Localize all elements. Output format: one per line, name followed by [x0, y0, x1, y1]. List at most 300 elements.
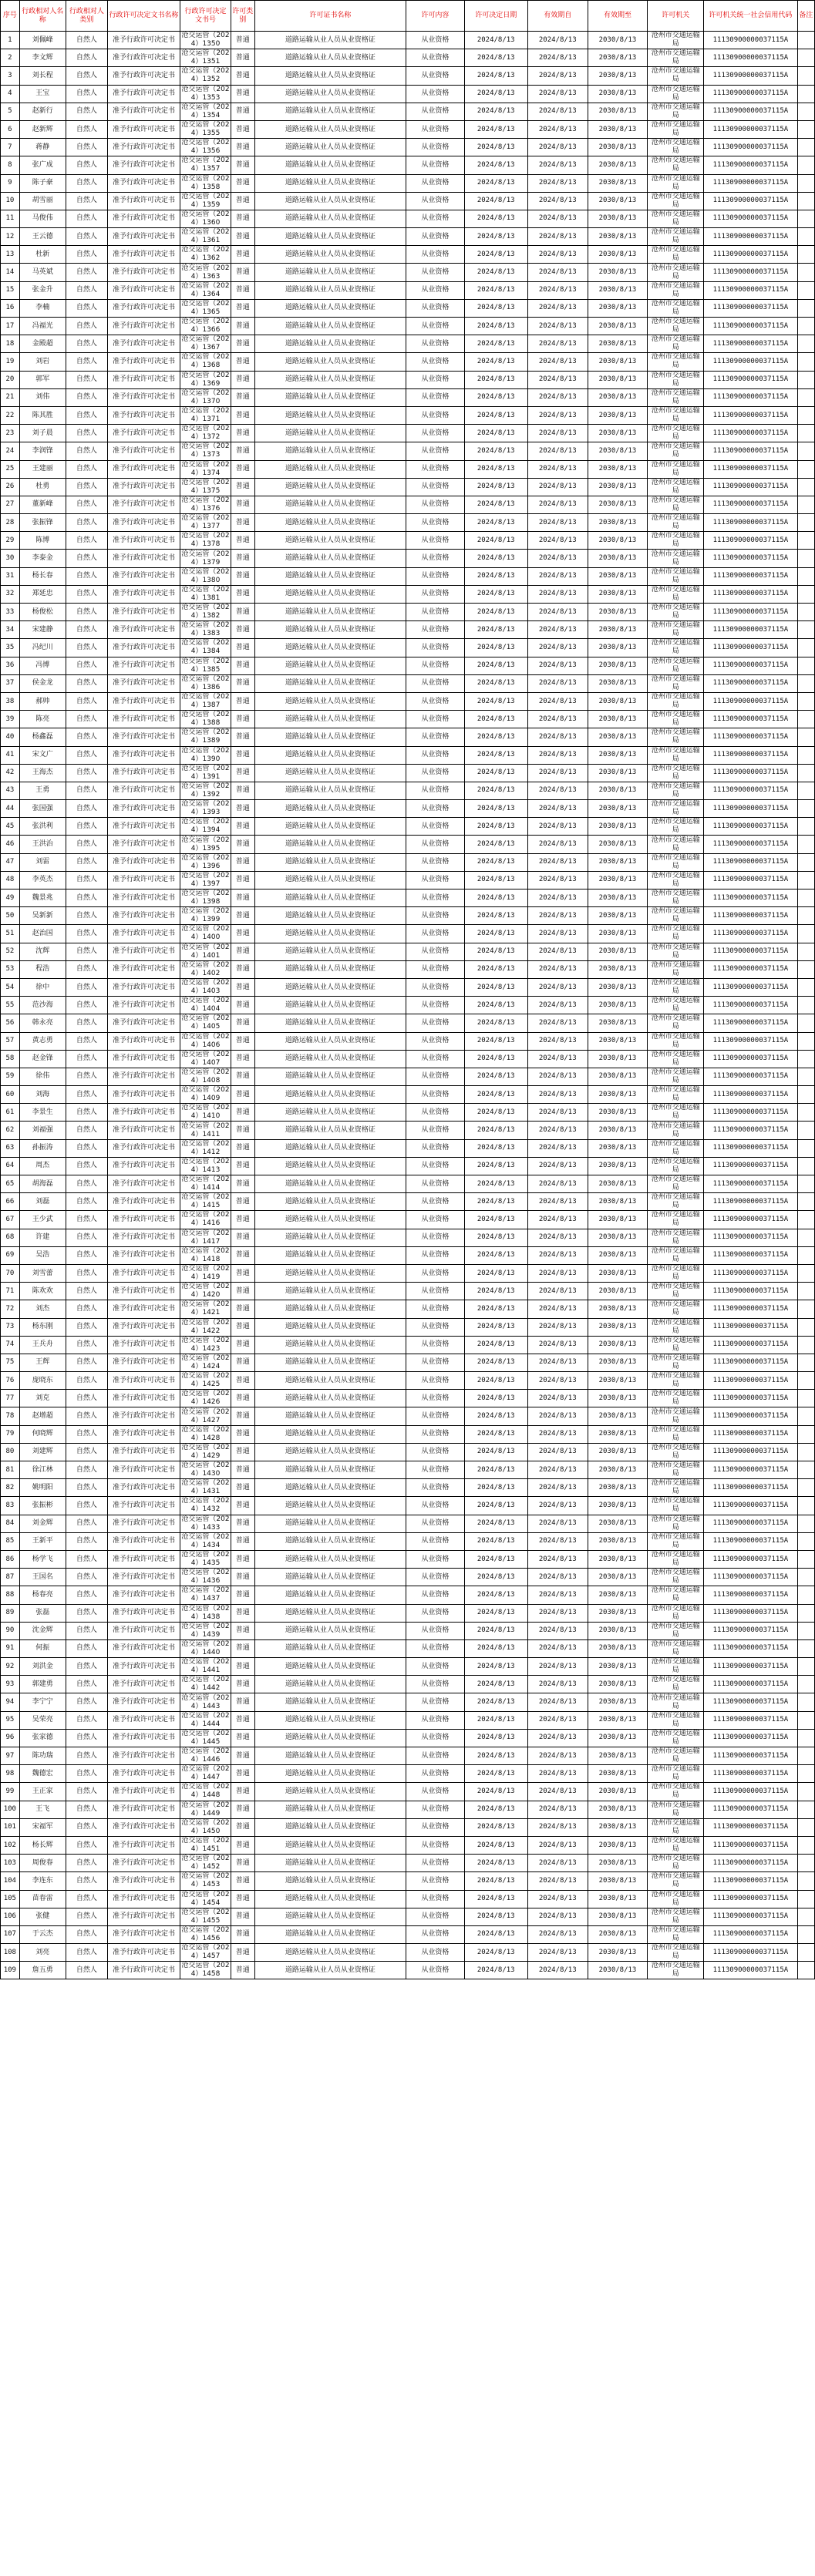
- doc-name-cell: 准予行政许可决定书: [107, 281, 180, 299]
- seq-cell: 18: [1, 335, 20, 353]
- table-row: [1, 943, 815, 960]
- note-cell: [797, 1818, 814, 1836]
- party-type-cell: 自然人: [66, 1532, 107, 1550]
- category-cell: 普通: [231, 1729, 254, 1747]
- doc-name-cell: 准予行政许可决定书: [107, 604, 180, 621]
- doc-no-number: 1445: [202, 1737, 221, 1746]
- doc-no-number: 1355: [202, 129, 221, 138]
- content-cell: 从业资格: [406, 1086, 464, 1104]
- note-cell: [797, 1515, 814, 1532]
- party-type-cell: 自然人: [66, 1622, 107, 1639]
- note-cell: [797, 299, 814, 317]
- party-type-cell: 自然人: [66, 335, 107, 353]
- doc-no-number: 1395: [202, 844, 221, 853]
- decision-date-cell: 2024/8/13: [464, 192, 527, 210]
- doc-no-number: 1381: [202, 594, 221, 602]
- valid-from-cell: 2024/8/13: [527, 1855, 588, 1872]
- authority-code-cell: 11130900000037115A: [704, 1872, 797, 1890]
- note-cell: [797, 1890, 814, 1908]
- decision-date-cell: 2024/8/13: [464, 692, 527, 710]
- table-row: [1, 1443, 815, 1461]
- doc-no-number: 1398: [202, 898, 221, 906]
- category-cell: 普通: [231, 1354, 254, 1371]
- authority-cell: 沧州市交通运输局: [648, 1532, 704, 1550]
- valid-from-cell: 2024/8/13: [527, 1944, 588, 1962]
- decision-date-cell: 2024/8/13: [464, 943, 527, 960]
- party-type-cell: 自然人: [66, 1300, 107, 1318]
- doc-name-cell: 准予行政许可决定书: [107, 103, 180, 120]
- table-row: [1, 639, 815, 657]
- authority-code-cell: 11130900000037115A: [704, 889, 797, 907]
- doc-no-number: 1428: [202, 1434, 221, 1442]
- category-cell: 普通: [231, 460, 254, 478]
- cert-name-cell: 道路运输从业人员从业资格证: [254, 1622, 406, 1639]
- seq-cell: 60: [1, 1086, 20, 1104]
- name-cell: 李宁宁: [19, 1693, 66, 1711]
- content-cell: 从业资格: [406, 711, 464, 728]
- content-cell: 从业资格: [406, 1068, 464, 1085]
- note-cell: [797, 1175, 814, 1193]
- authority-code-cell: 11130900000037115A: [704, 425, 797, 442]
- content-cell: 从业资格: [406, 1872, 464, 1890]
- table-row: [1, 1139, 815, 1157]
- decision-date-cell: 2024/8/13: [464, 228, 527, 246]
- table-row: [1, 1354, 815, 1371]
- decision-date-cell: 2024/8/13: [464, 85, 527, 103]
- seq-cell: 12: [1, 228, 20, 246]
- table-row: [1, 156, 815, 174]
- note-cell: [797, 49, 814, 67]
- valid-from-cell: 2024/8/13: [527, 978, 588, 996]
- authority-code-cell: 11130900000037115A: [704, 871, 797, 889]
- valid-from-cell: 2024/8/13: [527, 1211, 588, 1229]
- col-header-name: 行政相对人名称: [19, 1, 66, 32]
- authority-cell: 沧州市交通运输局: [648, 1425, 704, 1443]
- name-cell: 王辉: [19, 1354, 66, 1371]
- table-row: [1, 764, 815, 782]
- party-type-cell: 自然人: [66, 782, 107, 799]
- seq-cell: 8: [1, 156, 20, 174]
- authority-cell: 沧州市交通运输局: [648, 1157, 704, 1175]
- category-cell: 普通: [231, 585, 254, 603]
- name-cell: 刘伟: [19, 388, 66, 406]
- category-cell: 普通: [231, 1246, 254, 1264]
- authority-code-cell: 11130900000037115A: [704, 1014, 797, 1032]
- valid-from-cell: 2024/8/13: [527, 1515, 588, 1532]
- name-cell: 陈欢欢: [19, 1283, 66, 1300]
- name-cell: 胡雪丽: [19, 192, 66, 210]
- cert-name-cell: 道路运输从业人员从业资格证: [254, 318, 406, 335]
- cert-name-cell: 道路运输从业人员从业资格证: [254, 1658, 406, 1676]
- doc-no-cell: [180, 174, 231, 192]
- doc-no-prefix: 沧交运管（2024）: [181, 353, 230, 370]
- authority-code-cell: 11130900000037115A: [704, 1532, 797, 1550]
- decision-date-cell: 2024/8/13: [464, 425, 527, 442]
- doc-name-cell: 准予行政许可决定书: [107, 1569, 180, 1586]
- table-row: [1, 1372, 815, 1390]
- authority-cell: 沧州市交通运输局: [648, 1354, 704, 1371]
- table-row: [1, 210, 815, 227]
- seq-cell: 109: [1, 1962, 20, 1979]
- valid-to-cell: 2030/8/13: [588, 371, 648, 388]
- note-cell: [797, 978, 814, 996]
- decision-date-cell: 2024/8/13: [464, 1479, 527, 1497]
- table-row: [1, 1086, 815, 1104]
- seq-cell: 103: [1, 1855, 20, 1872]
- authority-code-cell: 11130900000037115A: [704, 925, 797, 943]
- valid-from-cell: 2024/8/13: [527, 1407, 588, 1425]
- cert-name-cell: 道路运输从业人员从业资格证: [254, 1855, 406, 1872]
- table-row: [1, 1658, 815, 1676]
- note-cell: [797, 514, 814, 532]
- name-cell: 王海杰: [19, 764, 66, 782]
- seq-cell: 93: [1, 1676, 20, 1693]
- doc-no-prefix: 沧交运管（2024）: [181, 121, 230, 138]
- decision-date-cell: 2024/8/13: [464, 639, 527, 657]
- doc-name-cell: 准予行政许可决定书: [107, 657, 180, 674]
- doc-name-cell: 准予行政许可决定书: [107, 85, 180, 103]
- name-cell: 王建丽: [19, 460, 66, 478]
- party-type-cell: 自然人: [66, 120, 107, 138]
- valid-to-cell: 2030/8/13: [588, 1855, 648, 1872]
- doc-no-number: 1452: [202, 1863, 221, 1871]
- doc-no-cell: [180, 1086, 231, 1104]
- category-cell: 普通: [231, 800, 254, 818]
- doc-name-cell: 准予行政许可决定书: [107, 746, 180, 764]
- content-cell: 从业资格: [406, 836, 464, 853]
- doc-name-cell: 准予行政许可决定书: [107, 1515, 180, 1532]
- authority-cell: 沧州市交通运输局: [648, 1443, 704, 1461]
- authority-cell: 沧州市交通运输局: [648, 49, 704, 67]
- content-cell: 从业资格: [406, 478, 464, 496]
- seq-cell: 31: [1, 567, 20, 585]
- doc-name-cell: 准予行政许可决定书: [107, 1246, 180, 1264]
- cert-name-cell: 道路运输从业人员从业资格证: [254, 425, 406, 442]
- authority-code-cell: 11130900000037115A: [704, 49, 797, 67]
- name-cell: 郝帅: [19, 692, 66, 710]
- doc-no-cell: [180, 1801, 231, 1818]
- cert-name-cell: 道路运输从业人员从业资格证: [254, 604, 406, 621]
- note-cell: [797, 371, 814, 388]
- valid-to-cell: 2030/8/13: [588, 228, 648, 246]
- valid-from-cell: 2024/8/13: [527, 1747, 588, 1765]
- doc-no-number: 1375: [202, 486, 221, 495]
- content-cell: 从业资格: [406, 103, 464, 120]
- name-cell: 张家德: [19, 1729, 66, 1747]
- name-cell: 杨学飞: [19, 1550, 66, 1568]
- content-cell: 从业资格: [406, 335, 464, 353]
- decision-date-cell: 2024/8/13: [464, 1890, 527, 1908]
- authority-code-cell: 11130900000037115A: [704, 746, 797, 764]
- category-cell: 普通: [231, 853, 254, 871]
- party-type-cell: 自然人: [66, 1014, 107, 1032]
- seq-cell: 67: [1, 1211, 20, 1229]
- doc-name-cell: 准予行政许可决定书: [107, 639, 180, 657]
- cert-name-cell: 道路运输从业人员从业资格证: [254, 335, 406, 353]
- note-cell: [797, 1855, 814, 1872]
- authority-cell: 沧州市交通运输局: [648, 1855, 704, 1872]
- authority-code-cell: 11130900000037115A: [704, 1175, 797, 1193]
- note-cell: [797, 156, 814, 174]
- doc-name-cell: 准予行政许可决定书: [107, 1229, 180, 1246]
- content-cell: 从业资格: [406, 299, 464, 317]
- table-row: [1, 621, 815, 639]
- seq-cell: 86: [1, 1550, 20, 1568]
- party-type-cell: 自然人: [66, 1836, 107, 1854]
- party-type-cell: 自然人: [66, 1729, 107, 1747]
- doc-no-cell: [180, 1890, 231, 1908]
- note-cell: [797, 1550, 814, 1568]
- doc-no-number: 1351: [202, 58, 221, 66]
- authority-code-cell: 11130900000037115A: [704, 1122, 797, 1139]
- doc-no-prefix: 沧交运管（2024）: [181, 728, 230, 745]
- valid-from-cell: 2024/8/13: [527, 657, 588, 674]
- doc-name-cell: 准予行政许可决定书: [107, 997, 180, 1014]
- name-cell: 王少武: [19, 1211, 66, 1229]
- doc-no-cell: [180, 425, 231, 442]
- doc-no-cell: [180, 1729, 231, 1747]
- table-row: [1, 746, 815, 764]
- col-header-valid-to: 有效期至: [588, 1, 648, 32]
- authority-code-cell: 11130900000037115A: [704, 1622, 797, 1639]
- doc-name-cell: 准予行政许可决定书: [107, 800, 180, 818]
- valid-to-cell: 2030/8/13: [588, 1604, 648, 1622]
- valid-from-cell: 2024/8/13: [527, 67, 588, 85]
- name-cell: 李连东: [19, 1872, 66, 1890]
- cert-name-cell: 道路运输从业人员从业资格证: [254, 1139, 406, 1157]
- doc-no-number: 1388: [202, 719, 221, 728]
- party-type-cell: 自然人: [66, 299, 107, 317]
- seq-cell: 58: [1, 1050, 20, 1068]
- doc-name-cell: 准予行政许可决定书: [107, 818, 180, 836]
- valid-from-cell: 2024/8/13: [527, 1550, 588, 1568]
- note-cell: [797, 174, 814, 192]
- name-cell: 刘杰: [19, 1300, 66, 1318]
- doc-no-prefix: 沧交运管（2024）: [181, 1890, 230, 1907]
- doc-name-cell: 准予行政许可决定书: [107, 514, 180, 532]
- cert-name-cell: 道路运输从业人员从业资格证: [254, 818, 406, 836]
- doc-name-cell: 准予行政许可决定书: [107, 1318, 180, 1336]
- party-type-cell: 自然人: [66, 67, 107, 85]
- doc-name-cell: 准予行政许可决定书: [107, 1372, 180, 1390]
- doc-no-number: 1413: [202, 1165, 221, 1174]
- doc-no-prefix: 沧交运管（2024）: [181, 174, 230, 191]
- category-cell: 普通: [231, 1157, 254, 1175]
- doc-no-cell: [180, 1872, 231, 1890]
- category-cell: 普通: [231, 836, 254, 853]
- decision-date-cell: 2024/8/13: [464, 1443, 527, 1461]
- note-cell: [797, 943, 814, 960]
- doc-no-number: 1397: [202, 879, 221, 888]
- seq-cell: 89: [1, 1604, 20, 1622]
- table-row: [1, 853, 815, 871]
- note-cell: [797, 1139, 814, 1157]
- note-cell: [797, 192, 814, 210]
- doc-no-prefix: 沧交运管（2024）: [181, 746, 230, 763]
- authority-code-cell: 11130900000037115A: [704, 228, 797, 246]
- authority-code-cell: 11130900000037115A: [704, 1139, 797, 1157]
- content-cell: 从业资格: [406, 1193, 464, 1211]
- party-type-cell: 自然人: [66, 978, 107, 996]
- authority-code-cell: 11130900000037115A: [704, 1461, 797, 1479]
- valid-to-cell: 2030/8/13: [588, 1872, 648, 1890]
- party-type-cell: 自然人: [66, 1157, 107, 1175]
- seq-cell: 20: [1, 371, 20, 388]
- valid-from-cell: 2024/8/13: [527, 246, 588, 264]
- doc-no-cell: [180, 1139, 231, 1157]
- party-type-cell: 自然人: [66, 925, 107, 943]
- content-cell: 从业资格: [406, 1461, 464, 1479]
- name-cell: 杨长春: [19, 567, 66, 585]
- authority-code-cell: 11130900000037115A: [704, 567, 797, 585]
- seq-cell: 108: [1, 1944, 20, 1962]
- valid-from-cell: 2024/8/13: [527, 1872, 588, 1890]
- name-cell: 刘洪金: [19, 1658, 66, 1676]
- valid-to-cell: 2030/8/13: [588, 281, 648, 299]
- valid-to-cell: 2030/8/13: [588, 460, 648, 478]
- valid-to-cell: 2030/8/13: [588, 1014, 648, 1032]
- content-cell: 从业资格: [406, 925, 464, 943]
- cert-name-cell: 道路运输从业人员从业资格证: [254, 1639, 406, 1657]
- decision-date-cell: 2024/8/13: [464, 853, 527, 871]
- cert-name-cell: 道路运输从业人员从业资格证: [254, 1264, 406, 1282]
- table-row: [1, 1318, 815, 1336]
- doc-name-cell: 准予行政许可决定书: [107, 1658, 180, 1676]
- authority-code-cell: 11130900000037115A: [704, 156, 797, 174]
- name-cell: 李景生: [19, 1104, 66, 1122]
- content-cell: 从业资格: [406, 960, 464, 978]
- authority-code-cell: 11130900000037115A: [704, 1086, 797, 1104]
- table-row: [1, 85, 815, 103]
- name-cell: 刘佩峰: [19, 32, 66, 49]
- doc-no-prefix: 沧交运管（2024）: [181, 1747, 230, 1764]
- category-cell: 普通: [231, 1747, 254, 1765]
- valid-to-cell: 2030/8/13: [588, 1086, 648, 1104]
- party-type-cell: 自然人: [66, 585, 107, 603]
- valid-to-cell: 2030/8/13: [588, 621, 648, 639]
- category-cell: 普通: [231, 871, 254, 889]
- content-cell: 从业资格: [406, 1855, 464, 1872]
- authority-code-cell: 11130900000037115A: [704, 264, 797, 281]
- doc-no-prefix: 沧交运管（2024）: [181, 639, 230, 656]
- authority-code-cell: 11130900000037115A: [704, 997, 797, 1014]
- col-header-note: 备注: [797, 1, 814, 32]
- cert-name-cell: 道路运输从业人员从业资格证: [254, 1068, 406, 1085]
- party-type-cell: 自然人: [66, 496, 107, 513]
- valid-from-cell: 2024/8/13: [527, 1711, 588, 1729]
- valid-from-cell: 2024/8/13: [527, 1264, 588, 1282]
- name-cell: 张健: [19, 1908, 66, 1925]
- party-type-cell: 自然人: [66, 604, 107, 621]
- name-cell: 王兵舟: [19, 1336, 66, 1354]
- note-cell: [797, 800, 814, 818]
- note-cell: [797, 228, 814, 246]
- name-cell: 刘长程: [19, 67, 66, 85]
- valid-to-cell: 2030/8/13: [588, 1032, 648, 1050]
- category-cell: 普通: [231, 335, 254, 353]
- name-cell: 李润锋: [19, 442, 66, 460]
- doc-no-prefix: 沧交运管（2024）: [181, 264, 230, 281]
- name-cell: 杜新: [19, 246, 66, 264]
- decision-date-cell: 2024/8/13: [464, 674, 527, 692]
- category-cell: 普通: [231, 657, 254, 674]
- decision-date-cell: 2024/8/13: [464, 1693, 527, 1711]
- valid-to-cell: 2030/8/13: [588, 746, 648, 764]
- authority-code-cell: 11130900000037115A: [704, 728, 797, 746]
- doc-no-prefix: 沧交运管（2024）: [181, 1354, 230, 1370]
- cert-name-cell: 道路运输从业人员从业资格证: [254, 836, 406, 853]
- cert-name-cell: 道路运输从业人员从业资格证: [254, 85, 406, 103]
- col-header-authority: 许可机关: [648, 1, 704, 32]
- decision-date-cell: 2024/8/13: [464, 264, 527, 281]
- category-cell: 普通: [231, 1569, 254, 1586]
- category-cell: 普通: [231, 1890, 254, 1908]
- note-cell: [797, 32, 814, 49]
- authority-code-cell: 11130900000037115A: [704, 388, 797, 406]
- note-cell: [797, 728, 814, 746]
- valid-to-cell: 2030/8/13: [588, 1658, 648, 1676]
- valid-to-cell: 2030/8/13: [588, 1300, 648, 1318]
- doc-no-number: 1439: [202, 1630, 221, 1639]
- doc-no-cell: [180, 228, 231, 246]
- category-cell: 普通: [231, 1461, 254, 1479]
- doc-no-cell: [180, 1836, 231, 1854]
- party-type-cell: 自然人: [66, 1193, 107, 1211]
- valid-from-cell: 2024/8/13: [527, 818, 588, 836]
- decision-date-cell: 2024/8/13: [464, 67, 527, 85]
- authority-cell: 沧州市交通运输局: [648, 1836, 704, 1854]
- doc-no-prefix: 沧交运管（2024）: [181, 1783, 230, 1800]
- seq-cell: 16: [1, 299, 20, 317]
- doc-no-cell: [180, 836, 231, 853]
- party-type-cell: 自然人: [66, 1765, 107, 1783]
- cert-name-cell: 道路运输从业人员从业资格证: [254, 442, 406, 460]
- doc-no-number: 1362: [202, 254, 221, 263]
- doc-no-prefix: 沧交运管（2024）: [181, 1443, 230, 1460]
- doc-no-number: 1442: [202, 1684, 221, 1693]
- doc-no-prefix: 沧交运管（2024）: [181, 674, 230, 691]
- note-cell: [797, 442, 814, 460]
- doc-no-prefix: 沧交运管（2024）: [181, 1014, 230, 1031]
- seq-cell: 65: [1, 1175, 20, 1193]
- category-cell: 普通: [231, 1622, 254, 1639]
- name-cell: 刘岩: [19, 353, 66, 371]
- party-type-cell: 自然人: [66, 674, 107, 692]
- party-type-cell: 自然人: [66, 49, 107, 67]
- seq-cell: 63: [1, 1139, 20, 1157]
- doc-no-number: 1417: [202, 1237, 221, 1246]
- doc-no-prefix: 沧交运管（2024）: [181, 1265, 230, 1282]
- valid-to-cell: 2030/8/13: [588, 1157, 648, 1175]
- doc-no-prefix: 沧交运管（2024）: [181, 550, 230, 567]
- authority-code-cell: 11130900000037115A: [704, 1962, 797, 1979]
- decision-date-cell: 2024/8/13: [464, 1086, 527, 1104]
- seq-cell: 4: [1, 85, 20, 103]
- table-row: [1, 1497, 815, 1515]
- decision-date-cell: 2024/8/13: [464, 1765, 527, 1783]
- doc-no-cell: [180, 621, 231, 639]
- name-cell: 刘建辉: [19, 1443, 66, 1461]
- doc-no-cell: [180, 1818, 231, 1836]
- party-type-cell: 自然人: [66, 997, 107, 1014]
- doc-name-cell: 准予行政许可决定书: [107, 1962, 180, 1979]
- doc-name-cell: 准予行政许可决定书: [107, 1300, 180, 1318]
- authority-code-cell: 11130900000037115A: [704, 406, 797, 424]
- name-cell: 陈其胜: [19, 406, 66, 424]
- valid-from-cell: 2024/8/13: [527, 621, 588, 639]
- authority-cell: 沧州市交通运输局: [648, 1604, 704, 1622]
- note-cell: [797, 925, 814, 943]
